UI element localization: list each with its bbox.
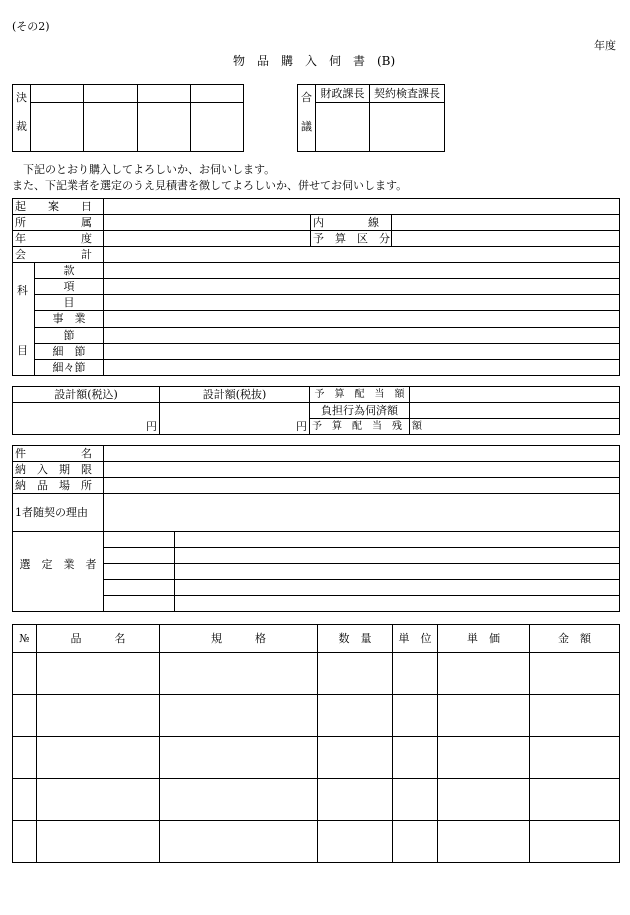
item-cell[interactable]: [530, 821, 620, 863]
design-tax-incl-header: 設計額(税込): [13, 387, 160, 403]
vendor-field[interactable]: [104, 532, 175, 548]
subject-label: [13, 263, 35, 376]
approval-cell[interactable]: [190, 85, 243, 103]
header-spec: 規 格: [160, 625, 318, 653]
account-label: 会 計: [13, 247, 104, 263]
contract-chief-seal[interactable]: [370, 103, 445, 152]
page-title: 物 品 購 入 伺 書 (B): [233, 54, 396, 68]
consultation-box: [297, 84, 445, 152]
budget-category-field[interactable]: [392, 231, 620, 247]
items-table: [12, 624, 620, 863]
budget-allocation-field[interactable]: [410, 387, 620, 403]
item-cell[interactable]: [438, 821, 530, 863]
subject-row-label: 細 節: [35, 343, 104, 359]
vendor-field[interactable]: [104, 580, 175, 596]
vendor-field[interactable]: [104, 548, 175, 564]
subject-row-label: 事 業: [35, 311, 104, 327]
item-cell[interactable]: [438, 695, 530, 737]
header-unit: 単 位: [393, 625, 438, 653]
subject-row-label: 節: [35, 327, 104, 343]
budget-allocation-label: 予 算 配 当 額: [310, 387, 410, 403]
header-no: №: [13, 625, 37, 653]
intro-line-1: 下記のとおり購入してよろしいか、お伺いします。: [12, 163, 276, 176]
delivery-place-label: 納 品 場 所: [13, 478, 104, 494]
department-field[interactable]: [104, 215, 311, 231]
approval-cell[interactable]: [190, 103, 243, 152]
vendor-field[interactable]: [175, 548, 620, 564]
approval-cell[interactable]: [31, 103, 84, 152]
subject-row-field[interactable]: [104, 327, 620, 343]
item-cell[interactable]: [13, 695, 37, 737]
item-cell[interactable]: [13, 653, 37, 695]
subject-label-bottom: 目: [17, 344, 28, 357]
delivery-deadline-field[interactable]: [104, 462, 620, 478]
item-cell[interactable]: [13, 779, 37, 821]
sole-reason-field[interactable]: [104, 494, 620, 532]
department-label: 所 属: [13, 215, 104, 231]
fiscal-year-suffix: 年度: [594, 39, 616, 52]
vendor-field[interactable]: [175, 596, 620, 612]
account-field[interactable]: [104, 247, 620, 263]
commitment-done-label: 負担行為伺済額: [310, 403, 410, 419]
subject-label-top: 科: [17, 284, 28, 297]
subject-row-field[interactable]: [104, 311, 620, 327]
item-cell[interactable]: [37, 821, 160, 863]
intro-line-2: また、下記業者を選定のうえ見積書を徴してよろしいか、併せてお伺いします。: [12, 179, 408, 192]
item-cell[interactable]: [530, 779, 620, 821]
commitment-done-field[interactable]: [410, 403, 620, 419]
amount-table: [12, 386, 620, 435]
design-tax-incl-field[interactable]: [13, 403, 160, 435]
item-cell[interactable]: [438, 737, 530, 779]
item-cell[interactable]: [37, 695, 160, 737]
approval-cell[interactable]: [31, 85, 84, 103]
item-cell[interactable]: [160, 695, 318, 737]
item-cell[interactable]: [160, 779, 318, 821]
item-cell[interactable]: [318, 737, 393, 779]
table-row: [13, 779, 620, 821]
approval-cell[interactable]: [137, 85, 190, 103]
vendor-field[interactable]: [175, 532, 620, 548]
vendor-field[interactable]: [175, 580, 620, 596]
subject-row-field[interactable]: [104, 343, 620, 359]
subject-row-label: 款: [35, 263, 104, 279]
item-name-label: 件 名: [13, 446, 104, 462]
subject-row-field[interactable]: [104, 359, 620, 375]
selected-vendor-label: 選 定 業 者: [13, 532, 104, 612]
yen-unit: 円: [296, 420, 307, 433]
table-row: [13, 653, 620, 695]
table-row: [13, 695, 620, 737]
draft-date-label: 起 案 日: [13, 199, 104, 215]
budget-remaining-label: 予 算 配 当 残 額: [310, 419, 410, 435]
item-cell[interactable]: [438, 653, 530, 695]
subject-row-label: 項: [35, 279, 104, 295]
consultation-label: 議: [298, 103, 316, 152]
details-table: [12, 445, 620, 612]
extension-field[interactable]: [392, 215, 620, 231]
finance-chief-seal[interactable]: [316, 103, 370, 152]
item-name-field[interactable]: [104, 446, 620, 462]
subject-row-field[interactable]: [104, 263, 620, 279]
table-row: [13, 737, 620, 779]
header-item-name: 品 名: [37, 625, 160, 653]
item-cell[interactable]: [393, 695, 438, 737]
item-cell[interactable]: [318, 821, 393, 863]
item-cell[interactable]: [160, 737, 318, 779]
subject-row-label: 目: [35, 295, 104, 311]
vendor-field[interactable]: [104, 596, 175, 612]
delivery-deadline-label: 納 入 期 限: [13, 462, 104, 478]
item-cell[interactable]: [393, 737, 438, 779]
info-table: [12, 198, 620, 376]
vendor-field[interactable]: [175, 564, 620, 580]
item-cell[interactable]: [13, 821, 37, 863]
contract-chief-header: 契約検査課長: [370, 85, 445, 103]
fiscal-year-label: 年 度: [13, 231, 104, 247]
header-unit-price: 単 価: [438, 625, 530, 653]
item-cell[interactable]: [318, 779, 393, 821]
approval-box: [12, 84, 244, 152]
approval-label: 裁: [13, 103, 31, 152]
subject-row-field[interactable]: [104, 279, 620, 295]
budget-category-label: 予 算 区 分: [311, 231, 392, 247]
table-row: [13, 821, 620, 863]
item-cell[interactable]: [438, 779, 530, 821]
header-amount: 金 額: [530, 625, 620, 653]
subject-row-label: 細々節: [35, 359, 104, 375]
form-number: (その2): [12, 20, 50, 33]
design-tax-excl-field[interactable]: [160, 403, 310, 435]
approval-cell[interactable]: [84, 85, 137, 103]
delivery-place-field[interactable]: [104, 478, 620, 494]
item-cell[interactable]: [530, 695, 620, 737]
fiscal-year-field[interactable]: [104, 231, 311, 247]
item-cell[interactable]: [160, 821, 318, 863]
budget-remaining-field[interactable]: [410, 419, 620, 435]
draft-date-field[interactable]: [104, 199, 620, 215]
item-cell[interactable]: [37, 653, 160, 695]
item-cell[interactable]: [13, 737, 37, 779]
item-cell[interactable]: [393, 821, 438, 863]
approval-label: 決: [13, 85, 31, 103]
item-cell[interactable]: [393, 779, 438, 821]
sole-reason-label: 1者随契の理由: [13, 494, 104, 532]
approval-cell[interactable]: [137, 103, 190, 152]
extension-label: 内 線: [311, 215, 392, 231]
item-cell[interactable]: [160, 653, 318, 695]
item-cell[interactable]: [318, 695, 393, 737]
item-cell[interactable]: [37, 737, 160, 779]
item-cell[interactable]: [37, 779, 160, 821]
subject-row-field[interactable]: [104, 295, 620, 311]
design-tax-excl-header: 設計額(税抜): [160, 387, 310, 403]
vendor-field[interactable]: [104, 564, 175, 580]
consultation-label: 合: [298, 85, 316, 103]
item-cell[interactable]: [530, 653, 620, 695]
approval-cell[interactable]: [84, 103, 137, 152]
item-cell[interactable]: [393, 653, 438, 695]
finance-chief-header: 財政課長: [316, 85, 370, 103]
yen-unit: 円: [146, 420, 157, 433]
item-cell[interactable]: [318, 653, 393, 695]
header-quantity: 数 量: [318, 625, 393, 653]
item-cell[interactable]: [530, 737, 620, 779]
